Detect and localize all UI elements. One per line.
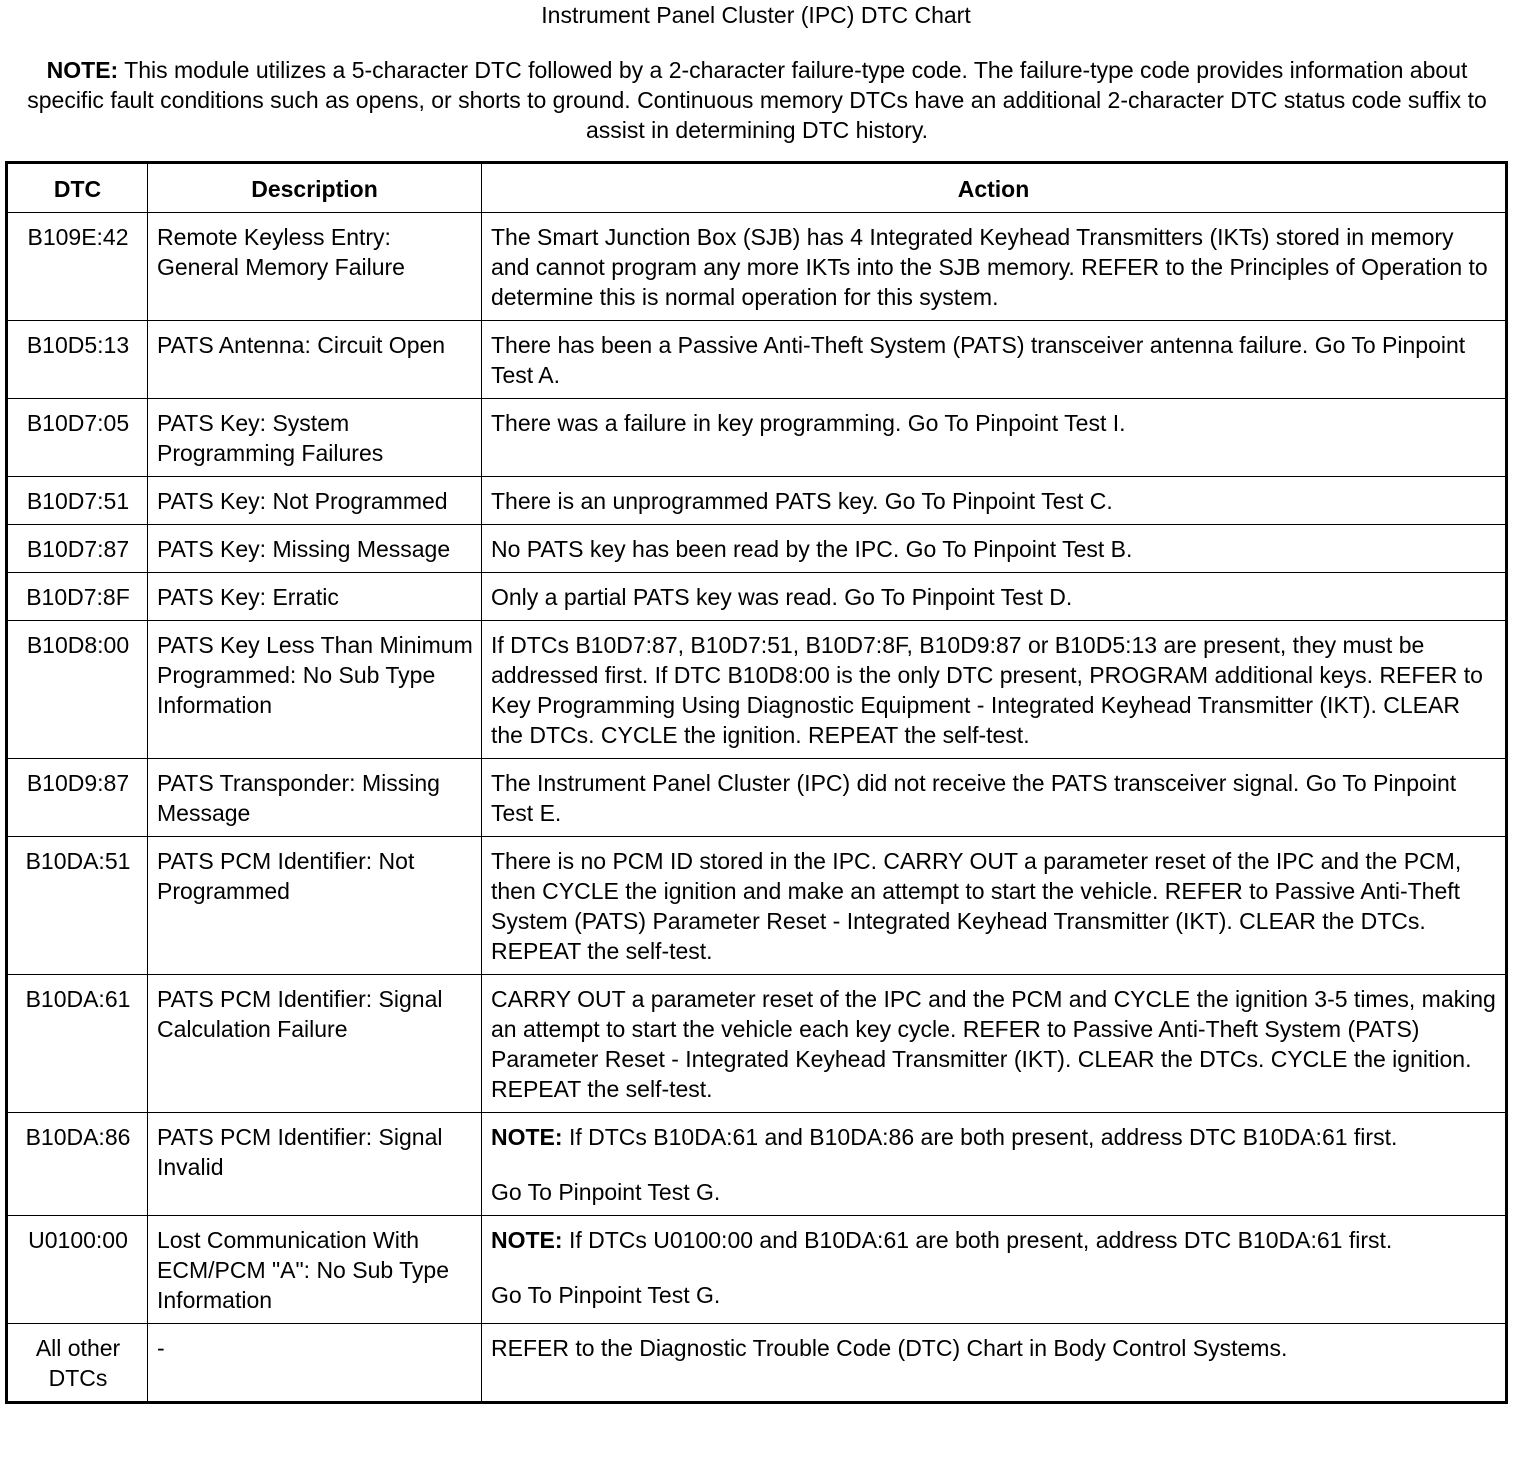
action-note-text: If DTCs B10DA:61 and B10DA:86 are both present, address DTC B10DA:61 first. (562, 1124, 1398, 1150)
dtc-description: - (148, 1324, 482, 1403)
dtc-code: B10D8:00 (7, 621, 148, 759)
dtc-action (482, 1113, 1507, 1216)
table-header-row (7, 163, 1507, 213)
header-action: Action (482, 163, 1507, 213)
dtc-action: No PATS key has been read by the IPC. Go To Pinpoint Test B. (482, 525, 1507, 573)
page-title: Instrument Panel Cluster (IPC) DTC Chart (541, 2, 971, 28)
dtc-code: B10D9:87 (7, 759, 148, 837)
dtc-action: There was a failure in key programming. Go To Pinpoint Test I. (482, 399, 1507, 477)
dtc-description: Lost Communication With ECM/PCM "A": No Sub Type Information (148, 1216, 482, 1324)
dtc-code: B10D7:87 (7, 525, 148, 573)
action-note-label: NOTE: (491, 1124, 563, 1150)
table-row (7, 837, 1507, 975)
dtc-action: There has been a Passive Anti-Theft System (PATS) transceiver antenna failure. Go To Pinpoint Test A. (482, 321, 1507, 399)
dtc-code: B10DA:51 (7, 837, 148, 975)
table-row (7, 399, 1507, 477)
table-row (7, 759, 1507, 837)
action-text: Go To Pinpoint Test G. (491, 1282, 721, 1308)
dtc-code: All other DTCs (7, 1324, 148, 1403)
dtc-description: Remote Keyless Entry: General Memory Failure (148, 213, 482, 321)
action-note-text: If DTCs U0100:00 and B10DA:61 are both present, address DTC B10DA:61 first. (562, 1227, 1393, 1253)
dtc-description: PATS Key: Not Programmed (148, 477, 482, 525)
dtc-code: B10D7:05 (7, 399, 148, 477)
note-label: NOTE: (46, 57, 119, 83)
dtc-code: U0100:00 (7, 1216, 148, 1324)
table-row (7, 573, 1507, 621)
table-row (7, 1216, 1507, 1324)
dtc-code: B10DA:86 (7, 1113, 148, 1216)
table-row (7, 321, 1507, 399)
dtc-code: B10D7:51 (7, 477, 148, 525)
action-note (491, 1225, 1497, 1255)
dtc-action: There is an unprogrammed PATS key. Go To Pinpoint Test C. (482, 477, 1507, 525)
dtc-action: The Smart Junction Box (SJB) has 4 Integrated Keyhead Transmitters (IKTs) stored in memory and cannot program any more IKTs into the SJB memory. REFER to the Principles of Operation to determine this is normal operation for this system. (482, 213, 1507, 321)
dtc-description: PATS PCM Identifier: Signal Invalid (148, 1113, 482, 1216)
table-row (7, 213, 1507, 321)
intro-note (12, 55, 1502, 145)
dtc-action: If DTCs B10D7:87, B10D7:51, B10D7:8F, B10D9:87 or B10D5:13 are present, they must be addressed first. If DTC B10D8:00 is the only DTC present, PROGRAM additional keys. REFER to Key Programming Using Diagnostic Equipment - Integrated Keyhead Transmitter (IKT). CLEAR the DTCs. CYCLE the ignition. REPEAT the self-test. (482, 621, 1507, 759)
dtc-code: B10D5:13 (7, 321, 148, 399)
dtc-code: B10DA:61 (7, 975, 148, 1113)
table-row (7, 975, 1507, 1113)
dtc-action: CARRY OUT a parameter reset of the IPC and the PCM and CYCLE the ignition 3-5 times, making an attempt to start the vehicle each key cycle. REFER to Passive Anti-Theft System (PATS) Parameter Reset - Integrated Keyhead Transmitter (IKT). CLEAR the DTCs. CYCLE the ignition. REPEAT the self-test. (482, 975, 1507, 1113)
action-note (491, 1122, 1497, 1152)
action-text: Go To Pinpoint Test G. (491, 1179, 721, 1205)
table-row (7, 1113, 1507, 1216)
dtc-description: PATS PCM Identifier: Signal Calculation Failure (148, 975, 482, 1113)
dtc-description: PATS Key Less Than Minimum Programmed: No Sub Type Information (148, 621, 482, 759)
header-dtc: DTC (7, 163, 148, 213)
table-row (7, 1324, 1507, 1403)
table-row (7, 621, 1507, 759)
dtc-description: PATS Key: Missing Message (148, 525, 482, 573)
dtc-table (5, 161, 1508, 1404)
table-row (7, 525, 1507, 573)
dtc-action: REFER to the Diagnostic Trouble Code (DTC) Chart in Body Control Systems. (482, 1324, 1507, 1403)
note-text: This module utilizes a 5-character DTC followed by a 2-character failure-type code. The failure-type code provides information about specific fault conditions such as opens, or shorts to ground. Continuous memory DTCs have an additional 2-character DTC status code suffix to assist in determining DTC history. (27, 57, 1487, 143)
dtc-description: PATS Key: Erratic (148, 573, 482, 621)
dtc-action (482, 1216, 1507, 1324)
dtc-description: PATS Antenna: Circuit Open (148, 321, 482, 399)
dtc-code: B10D7:8F (7, 573, 148, 621)
table-row (7, 477, 1507, 525)
dtc-description: PATS PCM Identifier: Not Programmed (148, 837, 482, 975)
action-note-label: NOTE: (491, 1227, 563, 1253)
dtc-action: Only a partial PATS key was read. Go To Pinpoint Test D. (482, 573, 1507, 621)
dtc-action: The Instrument Panel Cluster (IPC) did not receive the PATS transceiver signal. Go To Pinpoint Test E. (482, 759, 1507, 837)
dtc-action: There is no PCM ID stored in the IPC. CARRY OUT a parameter reset of the IPC and the PCM, then CYCLE the ignition and make an attempt to start the vehicle. REFER to Passive Anti-Theft System (PATS) Parameter Reset - Integrated Keyhead Transmitter (IKT). CLEAR the DTCs. REPEAT the self-test. (482, 837, 1507, 975)
dtc-description: PATS Transponder: Missing Message (148, 759, 482, 837)
dtc-description: PATS Key: System Programming Failures (148, 399, 482, 477)
header-description: Description (148, 163, 482, 213)
dtc-code: B109E:42 (7, 213, 148, 321)
